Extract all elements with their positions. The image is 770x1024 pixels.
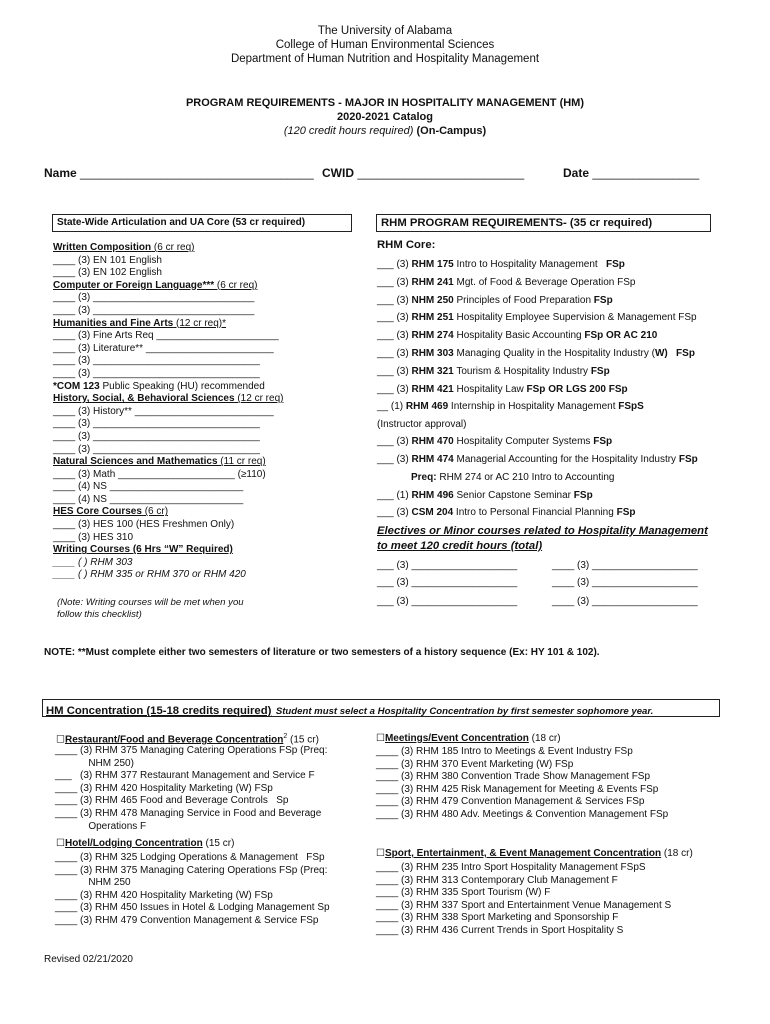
core-line-suffix: (12 cr req) — [234, 393, 284, 405]
core-line-text: ____ (4) NS ________________________ — [53, 481, 244, 493]
meetings-concentration-heading[interactable] — [376, 733, 561, 746]
elective-blank[interactable]: ___ (3) ___________________ — [377, 577, 518, 588]
rhm-course-row[interactable] — [377, 292, 698, 310]
hotel-title: Hotel/Lodging Concentration — [64, 838, 203, 849]
concentration-header-box — [42, 699, 720, 717]
concentration-course[interactable]: ____ (3) RHM 436 Current Trends in Sport Hospitality S — [376, 924, 624, 936]
core-line[interactable] — [53, 368, 283, 381]
core-section-heading — [53, 242, 283, 255]
concentration-course[interactable]: Operations F — [55, 820, 147, 832]
rhm-course-desc: Hospitality Law — [453, 383, 527, 395]
core-line-text: Computer or Foreign Language*** — [53, 279, 215, 291]
rhm-course-code: RHM 474 — [411, 453, 454, 465]
rhm-course-blank: ___ (3) — [377, 347, 412, 359]
rhm-course-desc: Mgt. of Food & Beverage Operation FSp — [453, 276, 636, 288]
concentration-course[interactable]: ____ (3) RHM 465 Food and Beverage Controls Sp — [55, 795, 289, 807]
electives-heading-2: to meet 120 credit hours (total) — [377, 540, 543, 552]
core-line-text: *COM 123 — [53, 380, 100, 392]
concentration-course[interactable]: ____ (3) RHM 420 Hospitality Marketing (W) FSp — [55, 782, 273, 794]
core-line-text: ____ (3) ______________________________ — [53, 367, 260, 379]
rhm-course-code: RHM 175 — [411, 259, 454, 270]
restaurant-title: Restaurant/Food and Beverage Concentration — [64, 734, 284, 746]
rhm-course-row[interactable] — [377, 398, 698, 416]
core-line-text: Natural Sciences and Mathematics — [53, 456, 218, 468]
sport-credits: (18 cr) — [661, 848, 693, 859]
core-title: State-Wide Articulation and UA Core (53 cr required) — [57, 217, 306, 228]
core-line[interactable] — [53, 343, 283, 356]
concentration-course[interactable]: ____ (3) RHM 325 Lodging Operations & Management FSp — [55, 852, 325, 863]
rhm-course-desc: Internship in Hospitality Management — [448, 401, 619, 413]
rhm-course-row[interactable] — [377, 309, 698, 327]
rhm-course-code: RHM 470 — [411, 436, 454, 448]
rhm-course-row[interactable] — [377, 416, 698, 433]
concentration-course[interactable]: ____ (3) RHM 337 Sport and Entertainment Venue Management S — [376, 899, 672, 911]
core-line-text: Humanities and Fine Arts — [53, 317, 174, 329]
core-line-suffix: (6 cr) — [141, 506, 169, 518]
rhm-course-desc: Managerial Accounting for the Hospitality Industry — [453, 453, 679, 465]
core-line-text: ____ (3) _____________________________ — [53, 304, 255, 316]
core-section-heading — [53, 393, 283, 406]
rhm-course-code: RHM 421 — [411, 383, 454, 395]
rhm-course-code: RHM 303 — [411, 347, 454, 359]
concentration-course[interactable]: ____ (3) RHM 235 Intro Sport Hospitality Management FSpS — [376, 862, 646, 873]
rhm-course-code: RHM 241 — [411, 276, 454, 288]
concentration-course[interactable]: ____ (3) RHM 380 Convention Trade Show Management FSp — [376, 771, 651, 783]
checkbox-icon[interactable]: ☐ — [56, 734, 65, 746]
rhm-course-desc: RHM 274 or AC 210 Intro to Accounting — [436, 471, 615, 483]
core-line[interactable] — [53, 305, 283, 318]
concentration-course[interactable]: ____ (3) RHM 313 Contemporary Club Management F — [376, 874, 618, 886]
date-label: Date — [563, 166, 590, 180]
writing-note-1: (Note: Writing courses will be met when you — [57, 597, 244, 608]
rhm-course-blank: ___ (3) — [377, 507, 412, 519]
concentration-course[interactable]: ___ (3) RHM 377 Restaurant Management and Service F — [55, 770, 315, 782]
rhm-course-tag: FSp — [573, 489, 593, 501]
rhm-course-blank: ___ (3) — [377, 436, 412, 448]
core-line[interactable] — [53, 557, 283, 570]
rhm-course-tag: W) FSp — [654, 347, 695, 359]
rhm-course-desc: (Instructor approval) — [377, 419, 467, 431]
rhm-course-tag: FSpS — [618, 401, 644, 413]
core-line[interactable] — [53, 569, 283, 582]
core-section-heading — [53, 318, 283, 331]
rhm-course-blank: ___ (3) — [377, 259, 412, 270]
rhm-course-row[interactable] — [377, 327, 698, 345]
core-line[interactable] — [53, 355, 283, 368]
concentration-header — [43, 700, 719, 720]
concentration-course[interactable]: ____ (3) RHM 425 Risk Management for Meeting & Events FSp — [376, 783, 659, 795]
concentration-course[interactable]: ____ (3) RHM 375 Managing Catering Operations FSp (Preq: — [55, 864, 328, 876]
credit-requirement — [0, 124, 770, 138]
meetings-title: Meetings/Event Concentration — [384, 733, 529, 744]
rhm-course-desc: Hospitality Basic Accounting — [453, 330, 585, 342]
rhm-course-desc: Intro to Hospitality Management — [453, 259, 598, 270]
core-line[interactable] — [53, 532, 283, 545]
core-line-text: ____ (3) EN 102 English — [53, 267, 162, 279]
restaurant-credits: (15 cr) — [287, 734, 319, 746]
rhm-course-blank: ___ (3) — [377, 330, 412, 342]
hotel-concentration-heading[interactable] — [56, 838, 234, 851]
revised-date: Revised 02/21/2020 — [44, 954, 133, 965]
meetings-credits: (18 cr) — [528, 733, 561, 744]
college-name: College of Human Environmental Sciences — [275, 39, 495, 51]
core-requirements-list — [53, 242, 283, 582]
core-line[interactable] — [53, 406, 283, 419]
rhm-course-blank: __ (1) — [377, 401, 406, 413]
restaurant-footnote: 2 — [283, 733, 288, 740]
rhm-course-row[interactable] — [377, 487, 698, 505]
hotel-credits: (15 cr) — [202, 838, 235, 849]
rhm-course-blank: ___ (3) — [377, 294, 412, 306]
literature-history-note: NOTE: **Must complete either two semesters of literature or two semesters of a history sequence (Ex: HY 101 & 102). — [44, 647, 600, 658]
rhm-course-row[interactable] — [377, 345, 698, 363]
rhm-course-blank: ___ (3) — [377, 276, 412, 288]
core-line[interactable] — [53, 381, 283, 394]
rhm-course-code: RHM 496 — [411, 489, 454, 501]
concentration-course[interactable]: ____ (3) RHM 479 Convention Management & Service FSp — [55, 914, 319, 926]
checkbox-icon[interactable]: ☐ — [376, 848, 385, 859]
core-line[interactable] — [53, 481, 283, 494]
rhm-course-row[interactable] — [377, 256, 698, 274]
concentration-course[interactable]: ____ (3) RHM 375 Managing Catering Operations FSp (Preq: — [55, 745, 328, 756]
core-line-text: HES Core Courses — [53, 506, 142, 518]
core-line-text: ____ (3) Fine Arts Req ______________________ — [53, 330, 279, 342]
concentration-course[interactable]: ____ (3) RHM 335 Sport Tourism (W) F — [376, 887, 551, 899]
core-section-heading — [53, 506, 283, 519]
concentration-course[interactable]: ____ (3) RHM 450 Issues in Hotel & Lodging Management Sp — [55, 902, 330, 914]
campus-label: (On-Campus) — [416, 125, 487, 137]
core-line-text: ____ (3) EN 101 English — [53, 254, 162, 266]
rhm-course-tag: FSp — [590, 365, 610, 377]
concentration-course[interactable]: ____ (3) RHM 370 Event Marketing (W) FSp — [376, 758, 574, 770]
rhm-course-tag: FSp — [593, 436, 613, 448]
page-title: PROGRAM REQUIREMENTS - MAJOR IN HOSPITALITY MANAGEMENT (HM) — [185, 97, 585, 109]
elective-blank[interactable]: ____ (3) ___________________ — [552, 560, 698, 571]
concentration-title: HM Concentration (15-18 credits required) — [46, 705, 272, 717]
core-line-suffix: Public Speaking (HU) recommended — [99, 380, 265, 392]
rhm-core-label: RHM Core: — [377, 239, 436, 251]
department-name: Department of Human Nutrition and Hospitality Management — [230, 53, 540, 65]
concentration-course[interactable]: ____ (3) RHM 338 Sport Marketing and Sponsorship F — [376, 912, 619, 924]
core-line[interactable] — [53, 330, 283, 343]
concentration-course[interactable]: ____ (3) RHM 479 Convention Management & Services FSp — [376, 796, 645, 808]
core-line-text: ____ (3) Math _____________________ (≥110) — [53, 468, 266, 480]
sport-course-list — [376, 862, 671, 938]
core-line[interactable] — [53, 431, 283, 444]
cwid-blank[interactable]: _________________________ — [357, 166, 525, 180]
core-line-text: ____ (3) _____________________________ — [53, 292, 255, 304]
core-line-text: Written Composition — [53, 242, 152, 253]
core-line-suffix: (11 cr req) — [217, 456, 266, 468]
core-line[interactable] — [53, 267, 283, 280]
rhm-course-code: RHM 274 — [411, 330, 454, 342]
core-line-text: ____ ( ) RHM 303 — [53, 556, 133, 568]
core-section-heading — [53, 280, 283, 293]
rhm-course-tag: FSp — [593, 294, 613, 306]
core-title-box — [52, 214, 352, 232]
core-section-heading — [53, 456, 283, 469]
rhm-course-tag: FSp OR AC 210 — [584, 330, 658, 342]
rhm-course-blank: ___ (1) — [377, 489, 412, 501]
concentration-course[interactable]: ____ (3) RHM 185 Intro to Meetings & Event Industry FSp — [376, 746, 633, 757]
rhm-course-blank: ___ (3) — [377, 453, 412, 465]
writing-note-2: follow this checklist) — [57, 609, 142, 620]
core-line[interactable] — [53, 469, 283, 482]
university-name: The University of Alabama — [317, 25, 453, 37]
rhm-course-desc: Tourism & Hospitality Industry — [453, 365, 591, 377]
elective-blank[interactable]: ____ (3) ___________________ — [552, 577, 698, 588]
concentration-course[interactable]: NHM 250) — [55, 757, 134, 769]
rhm-course-row[interactable] — [377, 381, 698, 399]
rhm-course-blank: ___ (3) — [377, 383, 412, 395]
rhm-course-row[interactable] — [377, 469, 698, 487]
concentration-course[interactable]: NHM 250 — [55, 877, 131, 889]
core-line[interactable] — [53, 255, 283, 268]
core-line-text: ____ (3) ______________________________ — [53, 443, 260, 455]
rhm-course-code: CSM 204 — [411, 507, 454, 519]
sport-concentration-heading[interactable] — [376, 848, 693, 861]
core-line[interactable] — [53, 494, 283, 507]
name-label: Name — [44, 166, 77, 180]
rhm-course-desc: Hospitality Employee Supervision & Management FSp — [453, 312, 697, 324]
core-line-text: ____ (3) History** _________________________ — [53, 405, 274, 417]
restaurant-course-list — [55, 745, 327, 833]
core-line-suffix: (6 cr req) — [151, 242, 195, 253]
rhm-course-desc: Managing Quality in the Hospitality Industry ( — [453, 347, 655, 359]
checkbox-icon[interactable]: ☐ — [56, 838, 65, 849]
rhm-course-code: RHM 251 — [411, 312, 454, 324]
rhm-title-box — [376, 214, 711, 232]
core-line-text: Writing Courses (6 Hrs “W” Required) — [53, 544, 233, 556]
core-line[interactable] — [53, 444, 283, 457]
hotel-course-list — [55, 852, 330, 928]
rhm-course-blank: ___ (3) — [377, 312, 412, 324]
rhm-course-row[interactable] — [377, 451, 698, 469]
elective-blank[interactable]: ___ (3) ___________________ — [377, 560, 518, 571]
electives-heading-1: Electives or Minor courses related to Hospitality Management — [377, 525, 708, 537]
core-line[interactable] — [53, 292, 283, 305]
rhm-course-code: Preq: — [411, 471, 437, 483]
rhm-course-blank: ___ (3) — [377, 365, 412, 377]
rhm-course-list — [377, 256, 698, 522]
core-line-text: ____ (3) Literature** _______________________ — [53, 342, 274, 354]
elective-blank[interactable]: ____ (3) ___________________ — [552, 596, 698, 607]
core-line-text: ____ (3) ______________________________ — [53, 430, 260, 442]
rhm-course-tag: FSp — [616, 507, 636, 519]
core-line-suffix: (6 cr req) — [214, 279, 258, 291]
rhm-course-desc: Intro to Personal Financial Planning — [453, 507, 617, 519]
core-line-suffix: (12 cr req)* — [173, 317, 227, 329]
concentration-course[interactable]: ____ (3) RHM 478 Managing Service in Food and Beverage — [55, 807, 322, 819]
rhm-course-tag: FSp OR LGS 200 FSp — [526, 383, 628, 395]
rhm-course-row[interactable] — [377, 433, 698, 451]
rhm-title: RHM PROGRAM REQUIREMENTS- (35 cr required) — [381, 217, 653, 229]
rhm-course-desc: Principles of Food Preparation — [453, 294, 594, 306]
core-line-text: ____ (3) ______________________________ — [53, 355, 260, 367]
concentration-subtitle: Student must select a Hospitality Concentration by first semester sophomore year. — [275, 706, 654, 717]
concentration-course[interactable]: ____ (3) RHM 420 Hospitality Marketing (W) FSp — [55, 889, 273, 901]
date-blank[interactable]: ________________ — [592, 166, 700, 180]
cwid-label: CWID — [322, 166, 354, 180]
sport-title: Sport, Entertainment, & Event Management Concentration — [384, 848, 662, 859]
rhm-course-row[interactable] — [377, 363, 698, 381]
rhm-course-row[interactable] — [377, 274, 698, 292]
rhm-course-row[interactable] — [377, 504, 698, 522]
name-field[interactable] — [44, 166, 314, 180]
checkbox-icon[interactable]: ☐ — [376, 733, 385, 744]
rhm-course-desc: Senior Capstone Seminar — [453, 489, 574, 501]
rhm-course-tag: FSp — [597, 259, 625, 270]
rhm-course-desc: Hospitality Computer Systems — [453, 436, 594, 448]
core-line-text: ____ (4) NS ________________________ — [53, 493, 244, 505]
concentration-course[interactable]: ____ (3) RHM 480 Adv. Meetings & Convention Management FSp — [376, 808, 669, 820]
rhm-course-code: RHM 469 — [405, 401, 449, 413]
date-field[interactable] — [563, 166, 699, 180]
catalog-year: 2020-2021 Catalog — [337, 111, 433, 123]
core-section-heading — [53, 544, 283, 557]
rhm-course-code: RHM 321 — [411, 365, 454, 377]
rhm-course-code: NHM 250 — [411, 294, 454, 306]
core-line-text: ____ (3) ______________________________ — [53, 418, 260, 430]
core-line-text: ____ (3) HES 100 (HES Freshmen Only) — [53, 519, 235, 531]
core-line-text: ____ ( ) RHM 335 or RHM 370 or RHM 420 — [53, 569, 246, 581]
name-blank[interactable]: ___________________________________ — [80, 166, 314, 180]
core-line[interactable] — [53, 519, 283, 532]
elective-blank[interactable]: ___ (3) ___________________ — [377, 596, 518, 607]
core-line-text: ____ (3) HES 310 — [53, 531, 134, 543]
core-line-text: History, Social, & Behavioral Sciences — [53, 393, 235, 405]
cwid-field[interactable] — [322, 166, 524, 180]
meetings-course-list — [376, 746, 668, 822]
core-line[interactable] — [53, 418, 283, 431]
rhm-course-tag: FSp — [678, 453, 698, 465]
credit-hours: (120 credit hours required) — [283, 125, 414, 137]
